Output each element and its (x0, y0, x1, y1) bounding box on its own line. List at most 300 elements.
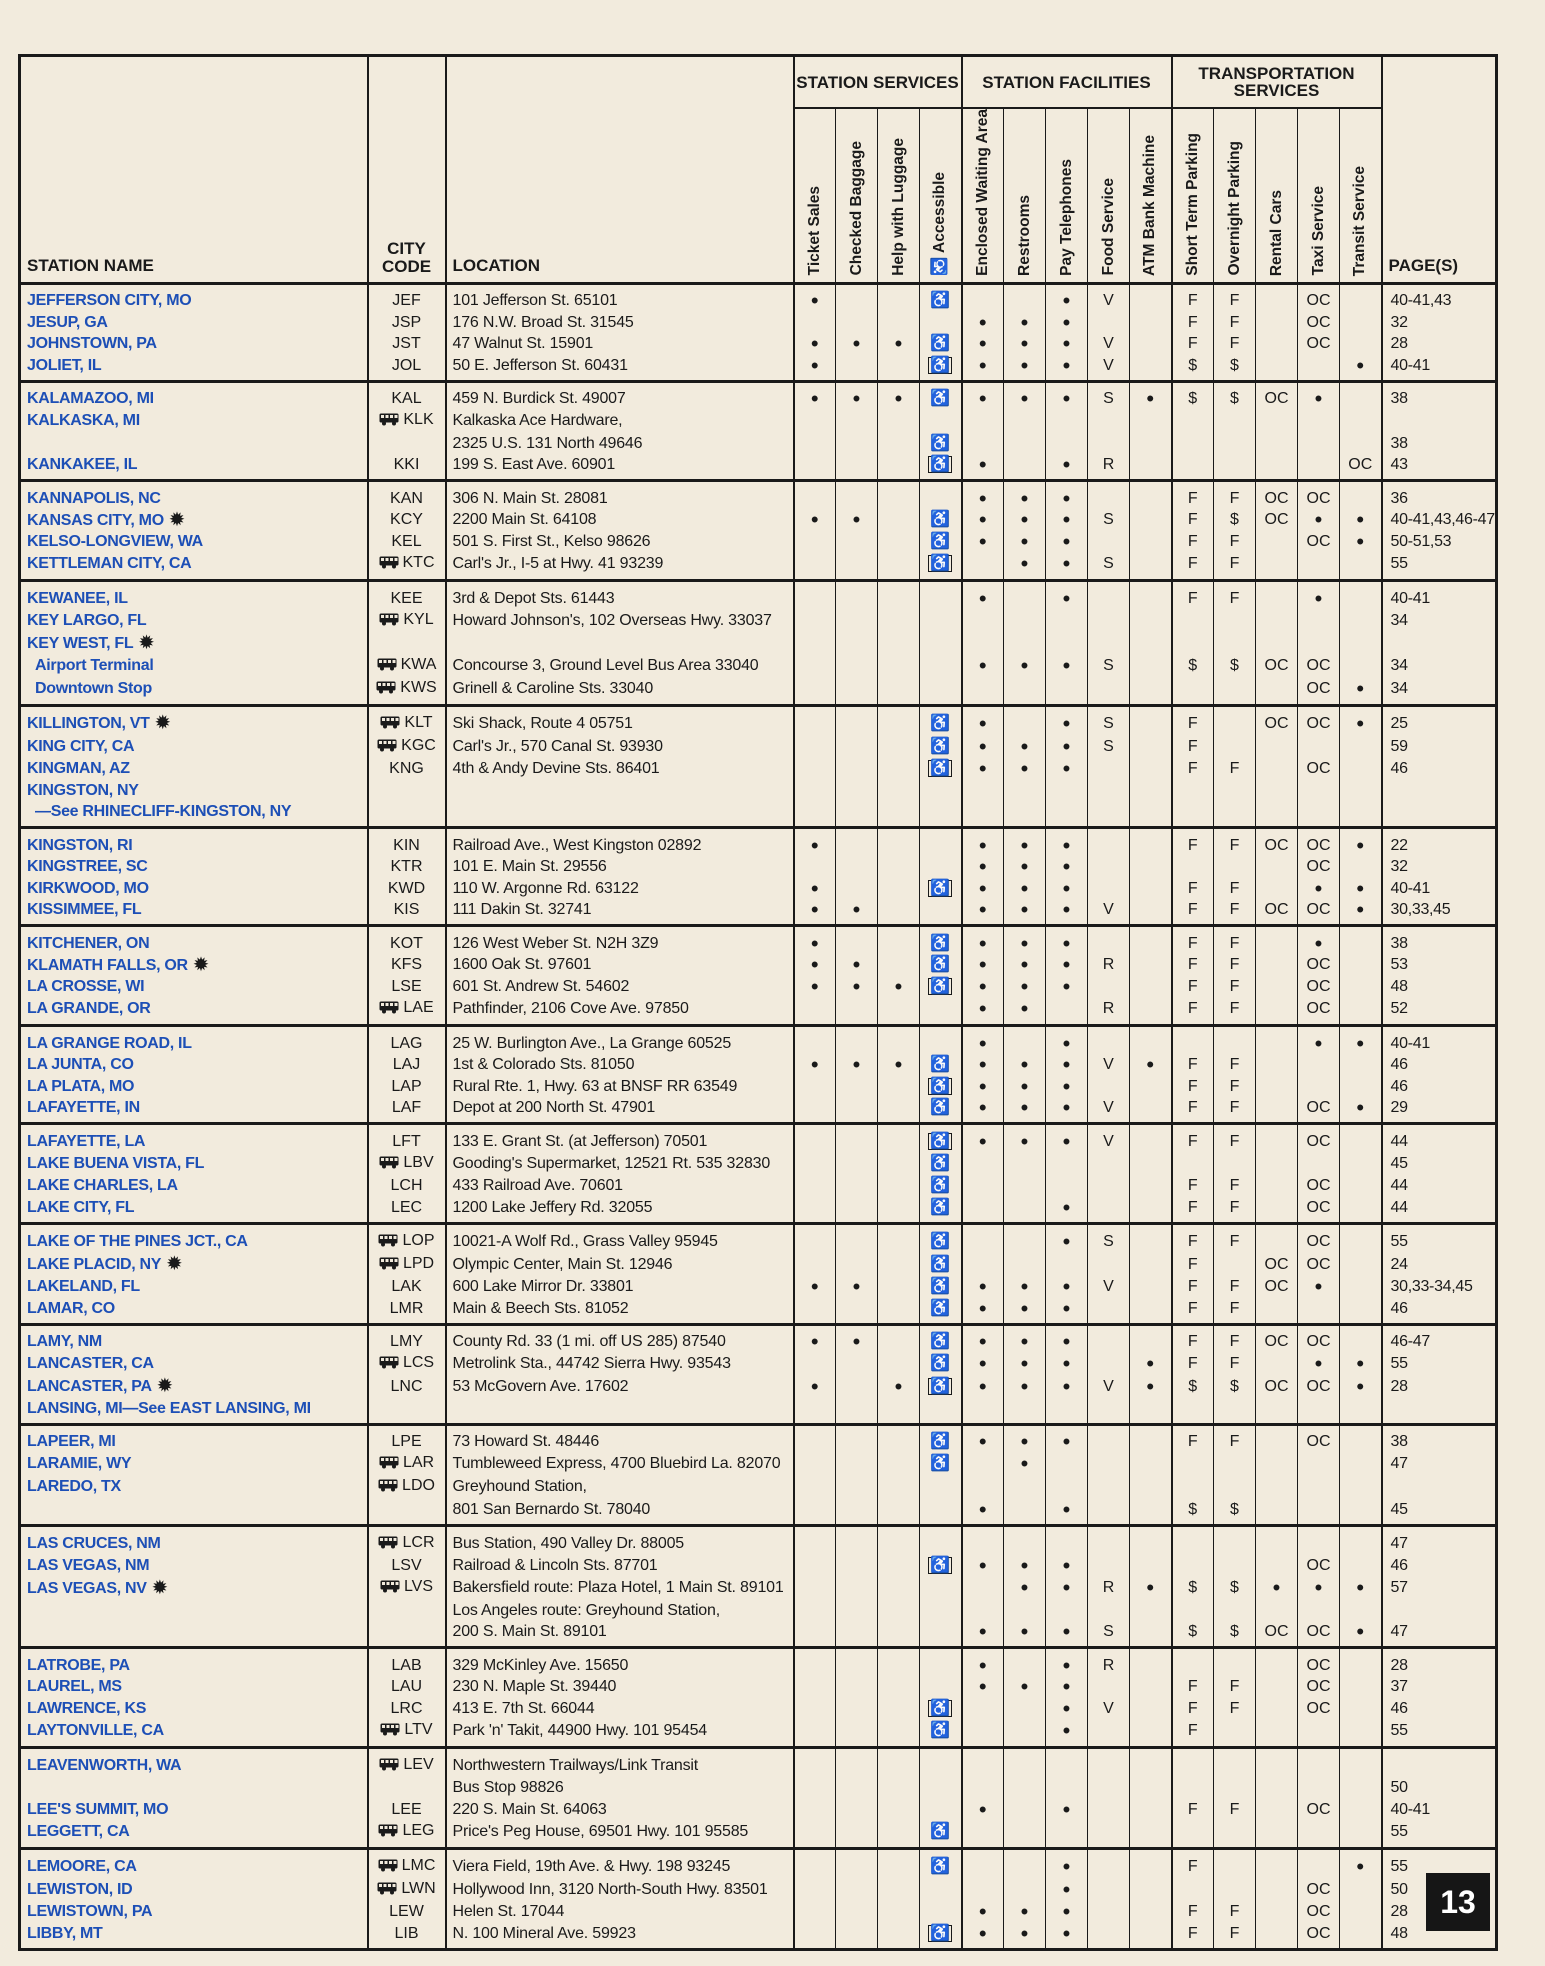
station-name-cell (20, 705, 368, 735)
service-cell-accessible (920, 735, 962, 758)
pages-cell: 50-51,53 (1382, 531, 1497, 553)
column-header-food-service (1088, 108, 1130, 283)
service-cell-atm-bank-machine (1130, 1719, 1172, 1748)
service-cell-help-with-luggage (878, 877, 920, 899)
station-name-cell (20, 354, 368, 381)
service-cell-rental-cars (1256, 333, 1298, 355)
service-cell-enclosed-waiting-area: • (962, 1424, 1004, 1452)
service-cell-rental-cars (1256, 1054, 1298, 1076)
service-cell-food-service: V (1088, 899, 1130, 926)
service-cell-pay-telephones: • (1046, 1555, 1088, 1577)
location-cell: 133 E. Grant St. (at Jefferson) 70501 (446, 1124, 794, 1152)
service-cell-taxi-service (1298, 1054, 1340, 1076)
table-row (20, 856, 1497, 878)
service-cell-transit-service (1340, 1820, 1382, 1849)
service-cell-checked-baggage (836, 1878, 878, 1901)
column-header-taxi-service (1298, 108, 1340, 283)
service-cell-overnight-parking: F (1214, 899, 1256, 926)
city-code-cell (368, 454, 446, 481)
service-cell-taxi-service: OC (1298, 1878, 1340, 1901)
table-row (20, 1555, 1497, 1577)
service-cell-transit-service (1340, 333, 1382, 355)
pages-cell: 40-41 (1382, 1798, 1497, 1820)
service-cell-help-with-luggage (878, 1901, 920, 1923)
service-cell-help-with-luggage (878, 1719, 920, 1748)
table-row (20, 705, 1497, 735)
service-cell-restrooms: • (1004, 877, 1046, 899)
pages-cell: 44 (1382, 1175, 1497, 1197)
city-code: LEV (403, 1755, 434, 1773)
station-name-cell (20, 1223, 368, 1253)
station-name-cell (20, 632, 368, 654)
service-cell-help-with-luggage (878, 454, 920, 481)
transportation-services-header: TRANSPORTATION SERVICES (1172, 56, 1382, 109)
service-cell-short-term-parking (1172, 432, 1214, 454)
city-code: LSE (391, 978, 422, 996)
table-row (20, 877, 1497, 899)
service-cell-accessible (920, 1599, 962, 1621)
pages-cell: 40-41 (1382, 581, 1497, 609)
service-cell-atm-bank-machine (1130, 354, 1172, 381)
service-cell-transit-service (1340, 1878, 1382, 1901)
service-cell-taxi-service: OC (1298, 1901, 1340, 1923)
service-cell-overnight-parking: $ (1214, 1375, 1256, 1397)
starburst-icon: ✹ (169, 509, 184, 529)
service-cell-atm-bank-machine (1130, 1798, 1172, 1820)
service-cell-accessible (920, 1576, 962, 1599)
station-name: LAFAYETTE, LA (27, 1132, 146, 1150)
station-name-cell (20, 677, 368, 706)
station-name: LATROBE, PA (27, 1656, 130, 1674)
table-row (20, 333, 1497, 355)
service-cell-ticket-sales (794, 1719, 836, 1748)
service-cell-help-with-luggage (878, 1223, 920, 1253)
service-cell-overnight-parking: F (1214, 1324, 1256, 1352)
wheelchair-icon: ♿ (930, 1333, 951, 1351)
station-name-cell (20, 877, 368, 899)
service-cell-enclosed-waiting-area: • (962, 354, 1004, 381)
city-code: LAB (391, 1656, 422, 1674)
station-name-cell (20, 1424, 368, 1452)
service-cell-restrooms (1004, 1747, 1046, 1777)
service-cell-checked-baggage (836, 856, 878, 878)
service-cell-atm-bank-machine (1130, 1223, 1172, 1253)
service-cell-atm-bank-machine (1130, 758, 1172, 780)
city-code-cell (368, 581, 446, 609)
service-cell-pay-telephones: • (1046, 899, 1088, 926)
station-name-cell (20, 1352, 368, 1375)
service-cell-ticket-sales (794, 311, 836, 333)
service-cell-atm-bank-machine: • (1130, 1576, 1172, 1599)
service-cell-accessible (920, 1352, 962, 1375)
service-cell-transit-service: • (1340, 531, 1382, 553)
service-cell-atm-bank-machine: • (1130, 1352, 1172, 1375)
service-cell-taxi-service (1298, 1719, 1340, 1748)
city-code: KLK (403, 411, 434, 429)
service-cell-enclosed-waiting-area (962, 1878, 1004, 1901)
service-cell-transit-service (1340, 1555, 1382, 1577)
pages-cell: 57 (1382, 1576, 1497, 1599)
pages-cell (1382, 1475, 1497, 1498)
service-cell-checked-baggage (836, 632, 878, 654)
pages-cell: 37 (1382, 1676, 1497, 1698)
service-cell-short-term-parking: $ (1172, 1375, 1214, 1397)
city-code-cell (368, 1475, 446, 1498)
wheelchair-icon: ♿ (930, 434, 951, 452)
service-cell-enclosed-waiting-area: • (962, 926, 1004, 954)
pages-cell: 55 (1382, 1820, 1497, 1849)
location-cell: 230 N. Maple St. 39440 (446, 1676, 794, 1698)
location-header: LOCATION (446, 56, 794, 284)
service-cell-atm-bank-machine (1130, 1777, 1172, 1799)
service-cell-help-with-luggage (878, 1175, 920, 1197)
service-cell-food-service (1088, 926, 1130, 954)
service-cell-checked-baggage: • (836, 1324, 878, 1352)
city-code: JEF (392, 292, 421, 310)
station-name: JOLIET, IL (27, 356, 102, 374)
table-row (20, 1097, 1497, 1124)
service-cell-restrooms (1004, 609, 1046, 632)
pages-cell: 47 (1382, 1452, 1497, 1475)
service-cell-checked-baggage (836, 1475, 878, 1498)
service-cell-short-term-parking: F (1172, 531, 1214, 553)
service-cell-atm-bank-machine (1130, 432, 1172, 454)
city-code-cell (368, 1054, 446, 1076)
table-row (20, 1124, 1497, 1152)
station-name-cell (20, 1276, 368, 1298)
service-cell-enclosed-waiting-area: • (962, 1297, 1004, 1324)
city-code-cell (368, 899, 446, 926)
service-cell-help-with-luggage (878, 1253, 920, 1276)
service-cell-help-with-luggage (878, 1777, 920, 1799)
service-cell-checked-baggage (836, 677, 878, 706)
service-cell-rental-cars (1256, 1878, 1298, 1901)
pages-cell: 46 (1382, 1075, 1497, 1097)
service-cell-accessible (920, 354, 962, 381)
pages-cell: 52 (1382, 997, 1497, 1026)
city-code-cell (368, 926, 446, 954)
city-code: LFT (392, 1132, 421, 1150)
service-cell-overnight-parking: F (1214, 1223, 1256, 1253)
service-cell-overnight-parking (1214, 1648, 1256, 1676)
service-cell-ticket-sales: • (794, 1054, 836, 1076)
city-code-cell (368, 1576, 446, 1599)
table-row (20, 828, 1497, 856)
city-code-cell (368, 997, 446, 1026)
service-cell-restrooms (1004, 1525, 1046, 1555)
service-cell-overnight-parking: F (1214, 1676, 1256, 1698)
service-cell-food-service (1088, 779, 1130, 801)
city-code: LAP (391, 1077, 422, 1095)
service-cell-transit-service (1340, 381, 1382, 409)
service-cell-short-term-parking: F (1172, 581, 1214, 609)
service-cell-pay-telephones (1046, 677, 1088, 706)
service-cell-atm-bank-machine (1130, 1196, 1172, 1223)
service-cell-pay-telephones: • (1046, 926, 1088, 954)
service-cell-transit-service: • (1340, 509, 1382, 531)
pages-cell: 46 (1382, 1297, 1497, 1324)
pages-cell: 34 (1382, 654, 1497, 677)
station-services-header: STATION SERVICES (794, 56, 962, 109)
service-cell-food-service: R (1088, 1648, 1130, 1676)
service-cell-short-term-parking (1172, 1475, 1214, 1498)
service-cell-enclosed-waiting-area: • (962, 976, 1004, 998)
service-cell-help-with-luggage (878, 409, 920, 432)
service-cell-rental-cars (1256, 954, 1298, 976)
service-cell-enclosed-waiting-area: • (962, 1124, 1004, 1152)
service-cell-rental-cars: OC (1256, 899, 1298, 926)
service-cell-checked-baggage (836, 828, 878, 856)
service-cell-short-term-parking: F (1172, 552, 1214, 581)
service-cell-food-service (1088, 481, 1130, 509)
city-code-cell (368, 1525, 446, 1555)
service-cell-checked-baggage (836, 758, 878, 780)
service-cell-help-with-luggage (878, 481, 920, 509)
service-cell-ticket-sales (794, 1820, 836, 1849)
wheelchair-boxed-icon: ♿ (930, 978, 951, 996)
service-cell-checked-baggage (836, 552, 878, 581)
service-cell-short-term-parking (1172, 1026, 1214, 1054)
service-cell-help-with-luggage (878, 779, 920, 801)
service-cell-ticket-sales (794, 1175, 836, 1197)
location-cell: 1st & Colorado Sts. 81050 (446, 1054, 794, 1076)
service-cell-transit-service (1340, 1324, 1382, 1352)
service-cell-pay-telephones: • (1046, 1878, 1088, 1901)
service-cell-ticket-sales: • (794, 976, 836, 998)
service-cell-short-term-parking: F (1172, 1848, 1214, 1878)
wheelchair-icon: ♿ (930, 737, 951, 755)
service-cell-restrooms: • (1004, 1124, 1046, 1152)
city-code: LMC (401, 1856, 436, 1874)
service-cell-overnight-parking: F (1214, 1352, 1256, 1375)
station-name: KINGSTREE, SC (27, 858, 148, 876)
service-cell-ticket-sales (794, 1697, 836, 1719)
city-code: LRC (390, 1699, 423, 1717)
service-cell-restrooms: • (1004, 1424, 1046, 1452)
location-cell: 4th & Andy Devine Sts. 86401 (446, 758, 794, 780)
pages-cell: 46-47 (1382, 1324, 1497, 1352)
table-row (20, 1375, 1497, 1397)
station-name: KANKAKEE, IL (27, 456, 138, 474)
service-cell-pay-telephones: • (1046, 1097, 1088, 1124)
service-cell-restrooms (1004, 1253, 1046, 1276)
service-cell-overnight-parking: F (1214, 552, 1256, 581)
pages-cell (1382, 1599, 1497, 1621)
service-cell-overnight-parking: F (1214, 531, 1256, 553)
service-cell-restrooms: • (1004, 976, 1046, 998)
city-code-cell (368, 1397, 446, 1424)
station-name-cell (20, 1026, 368, 1054)
service-cell-enclosed-waiting-area: • (962, 899, 1004, 926)
service-cell-rental-cars (1256, 997, 1298, 1026)
pages-cell: 34 (1382, 609, 1497, 632)
service-cell-short-term-parking: F (1172, 1901, 1214, 1923)
service-cell-help-with-luggage (878, 1525, 920, 1555)
city-code: LAG (390, 1034, 423, 1052)
service-cell-rental-cars (1256, 1697, 1298, 1719)
city-code: KFS (390, 956, 423, 974)
service-cell-restrooms: • (1004, 1901, 1046, 1923)
city-code-cell (368, 409, 446, 432)
station-name-cell (20, 311, 368, 333)
service-cell-pay-telephones: • (1046, 1223, 1088, 1253)
service-cell-enclosed-waiting-area: • (962, 1324, 1004, 1352)
bus-icon (377, 1880, 397, 1901)
service-cell-help-with-luggage (878, 609, 920, 632)
station-name: LEE'S SUMMIT, MO (27, 1800, 169, 1818)
pages-cell: 40-41,43,46-47 (1382, 509, 1497, 531)
service-cell-ticket-sales (794, 1576, 836, 1599)
service-cell-short-term-parking: F (1172, 1697, 1214, 1719)
service-cell-taxi-service: OC (1298, 311, 1340, 333)
location-cell: 501 S. First St., Kelso 98626 (446, 531, 794, 553)
service-cell-checked-baggage (836, 454, 878, 481)
pages-cell: 45 (1382, 1498, 1497, 1525)
city-code-cell (368, 1324, 446, 1352)
station-name-cell (20, 1777, 368, 1799)
service-cell-checked-baggage (836, 1075, 878, 1097)
location-cell (446, 632, 794, 654)
station-name: LAS CRUCES, NM (27, 1534, 161, 1552)
service-cell-taxi-service: OC (1298, 481, 1340, 509)
service-cell-ticket-sales (794, 531, 836, 553)
city-code-cell (368, 552, 446, 581)
service-cell-help-with-luggage (878, 997, 920, 1026)
location-cell: Bus Stop 98826 (446, 1777, 794, 1799)
service-cell-enclosed-waiting-area: • (962, 997, 1004, 1026)
service-cell-atm-bank-machine: • (1130, 381, 1172, 409)
wheelchair-icon: ♿ (931, 252, 949, 276)
service-cell-short-term-parking: F (1172, 1676, 1214, 1698)
service-cell-transit-service (1340, 1253, 1382, 1276)
service-cell-help-with-luggage (878, 1352, 920, 1375)
wheelchair-icon: ♿ (930, 1822, 951, 1840)
column-header-label: Restrooms (1015, 194, 1033, 276)
service-cell-overnight-parking (1214, 454, 1256, 481)
service-cell-transit-service (1340, 581, 1382, 609)
service-cell-enclosed-waiting-area (962, 1576, 1004, 1599)
service-cell-rental-cars (1256, 1175, 1298, 1197)
service-cell-pay-telephones: • (1046, 1297, 1088, 1324)
table-row (20, 1676, 1497, 1698)
column-header-label: ATM Bank Machine (1141, 134, 1159, 276)
service-cell-restrooms (1004, 1475, 1046, 1498)
service-cell-rental-cars: OC (1256, 654, 1298, 677)
service-cell-taxi-service: OC (1298, 1922, 1340, 1949)
service-cell-restrooms (1004, 677, 1046, 706)
service-cell-pay-telephones: • (1046, 1848, 1088, 1878)
service-cell-help-with-luggage (878, 1878, 920, 1901)
service-cell-overnight-parking: F (1214, 1124, 1256, 1152)
service-cell-restrooms: • (1004, 509, 1046, 531)
pages-cell (1382, 801, 1497, 828)
city-code-cell (368, 735, 446, 758)
service-cell-short-term-parking: F (1172, 1175, 1214, 1197)
service-cell-overnight-parking: F (1214, 283, 1256, 311)
service-cell-rental-cars (1256, 1922, 1298, 1949)
service-cell-atm-bank-machine (1130, 1253, 1172, 1276)
service-cell-overnight-parking (1214, 1848, 1256, 1878)
service-cell-checked-baggage: • (836, 899, 878, 926)
station-name: KEWANEE, IL (27, 589, 128, 607)
service-cell-taxi-service: • (1298, 1352, 1340, 1375)
starburst-icon: ✹ (152, 1577, 167, 1597)
service-cell-rental-cars (1256, 1452, 1298, 1475)
table-row (20, 1424, 1497, 1452)
bus-icon (379, 1255, 399, 1276)
service-cell-restrooms (1004, 1820, 1046, 1849)
service-cell-taxi-service: OC (1298, 1621, 1340, 1648)
service-cell-taxi-service: • (1298, 381, 1340, 409)
pages-cell: 32 (1382, 311, 1497, 333)
service-cell-ticket-sales (794, 1599, 836, 1621)
service-cell-help-with-luggage (878, 1676, 920, 1698)
service-cell-taxi-service: OC (1298, 333, 1340, 355)
service-cell-checked-baggage (836, 801, 878, 828)
service-cell-atm-bank-machine (1130, 1397, 1172, 1424)
service-cell-rental-cars (1256, 1719, 1298, 1748)
service-cell-pay-telephones (1046, 609, 1088, 632)
service-cell-checked-baggage (836, 1621, 878, 1648)
service-cell-checked-baggage (836, 926, 878, 954)
service-cell-overnight-parking: $ (1214, 509, 1256, 531)
service-cell-atm-bank-machine (1130, 531, 1172, 553)
table-row (20, 531, 1497, 553)
service-cell-accessible (920, 1424, 962, 1452)
service-cell-food-service: V (1088, 1375, 1130, 1397)
service-cell-rental-cars (1256, 552, 1298, 581)
service-cell-taxi-service: OC (1298, 828, 1340, 856)
service-cell-accessible (920, 333, 962, 355)
service-cell-enclosed-waiting-area (962, 283, 1004, 311)
station-name: KING CITY, CA (27, 737, 135, 755)
service-cell-short-term-parking: F (1172, 954, 1214, 976)
location-cell: Northwestern Trailways/Link Transit (446, 1747, 794, 1777)
service-cell-overnight-parking: $ (1214, 1576, 1256, 1599)
service-cell-checked-baggage (836, 997, 878, 1026)
wheelchair-icon: ♿ (930, 1255, 951, 1273)
city-code: LMY (390, 1333, 423, 1351)
location-cell: Main & Beech Sts. 81052 (446, 1297, 794, 1324)
service-cell-transit-service (1340, 1697, 1382, 1719)
city-code-cell (368, 381, 446, 409)
service-cell-pay-telephones (1046, 1525, 1088, 1555)
service-cell-food-service: S (1088, 1223, 1130, 1253)
station-name-cell (20, 856, 368, 878)
service-cell-restrooms (1004, 581, 1046, 609)
service-cell-short-term-parking (1172, 677, 1214, 706)
station-name: LAKE PLACID, NY (27, 1256, 162, 1274)
service-cell-overnight-parking (1214, 1777, 1256, 1799)
service-cell-short-term-parking: F (1172, 976, 1214, 998)
service-cell-restrooms (1004, 1777, 1046, 1799)
table-row (20, 1777, 1497, 1799)
service-cell-rental-cars (1256, 531, 1298, 553)
service-cell-ticket-sales: • (794, 1276, 836, 1298)
service-cell-ticket-sales (794, 1878, 836, 1901)
service-cell-help-with-luggage (878, 1621, 920, 1648)
service-cell-overnight-parking (1214, 1253, 1256, 1276)
service-cell-restrooms (1004, 1697, 1046, 1719)
starburst-icon: ✹ (157, 1376, 172, 1396)
service-cell-rental-cars (1256, 1555, 1298, 1577)
city-code-cell (368, 1648, 446, 1676)
service-cell-food-service (1088, 311, 1130, 333)
service-cell-short-term-parking: $ (1172, 1621, 1214, 1648)
station-name-cell (20, 409, 368, 432)
service-cell-accessible (920, 1555, 962, 1577)
service-cell-food-service (1088, 976, 1130, 998)
